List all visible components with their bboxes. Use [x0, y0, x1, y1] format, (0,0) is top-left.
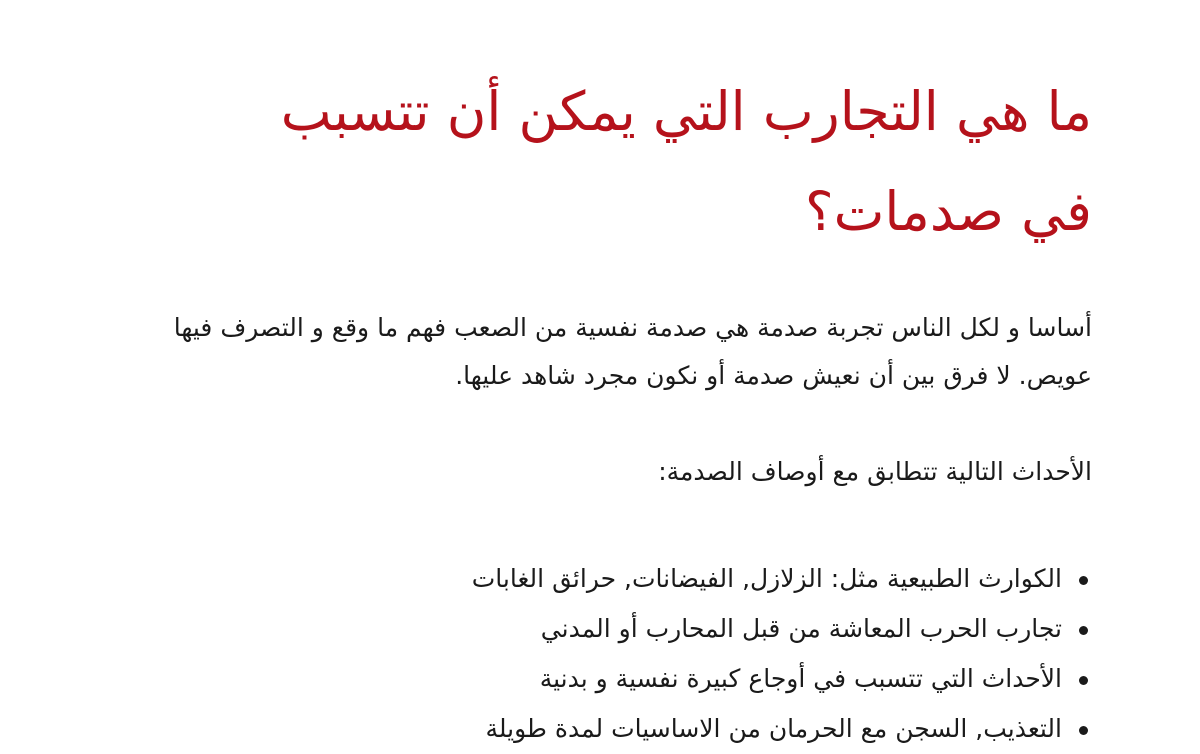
- intro-paragraph: أساسا و لكل الناس تجربة صدمة هي صدمة نفسية من الصعب فهم ما وقع و التصرف فيها عويص. لا فرق بين أن نعيش صدمة أو نكون مجرد شاهد عليها.: [173, 313, 1092, 390]
- list-item-text: تجارب الحرب المعاشة من قبل المحارب أو المدني: [540, 614, 1062, 643]
- list-item: [100, 654, 1092, 704]
- list-item-text: الكوارث الطبيعية مثل: الزلازل, الفيضانات, حرائق الغابات: [471, 564, 1062, 593]
- list-item: [100, 604, 1092, 654]
- bullet-icon: [1079, 626, 1088, 635]
- list-item: [100, 704, 1092, 754]
- list-item-text: الأحداث التي تتسبب في أوجاع كبيرة نفسية و بدنية: [539, 664, 1062, 693]
- bullet-icon: [1079, 726, 1088, 735]
- list-intro-paragraph: الأحداث التالية تتطابق مع أوصاف الصدمة:: [658, 457, 1092, 486]
- article-title: ما هي التجارب التي يمكن أن تتسبب في صدمات؟: [280, 80, 1092, 243]
- list-item-text: التعذيب, السجن مع الحرمان من الاساسيات لمدة طويلة: [485, 714, 1062, 743]
- bullet-icon: [1079, 676, 1088, 685]
- trauma-events-list: [100, 554, 1092, 754]
- bullet-icon: [1079, 576, 1088, 585]
- list-item: [100, 554, 1092, 604]
